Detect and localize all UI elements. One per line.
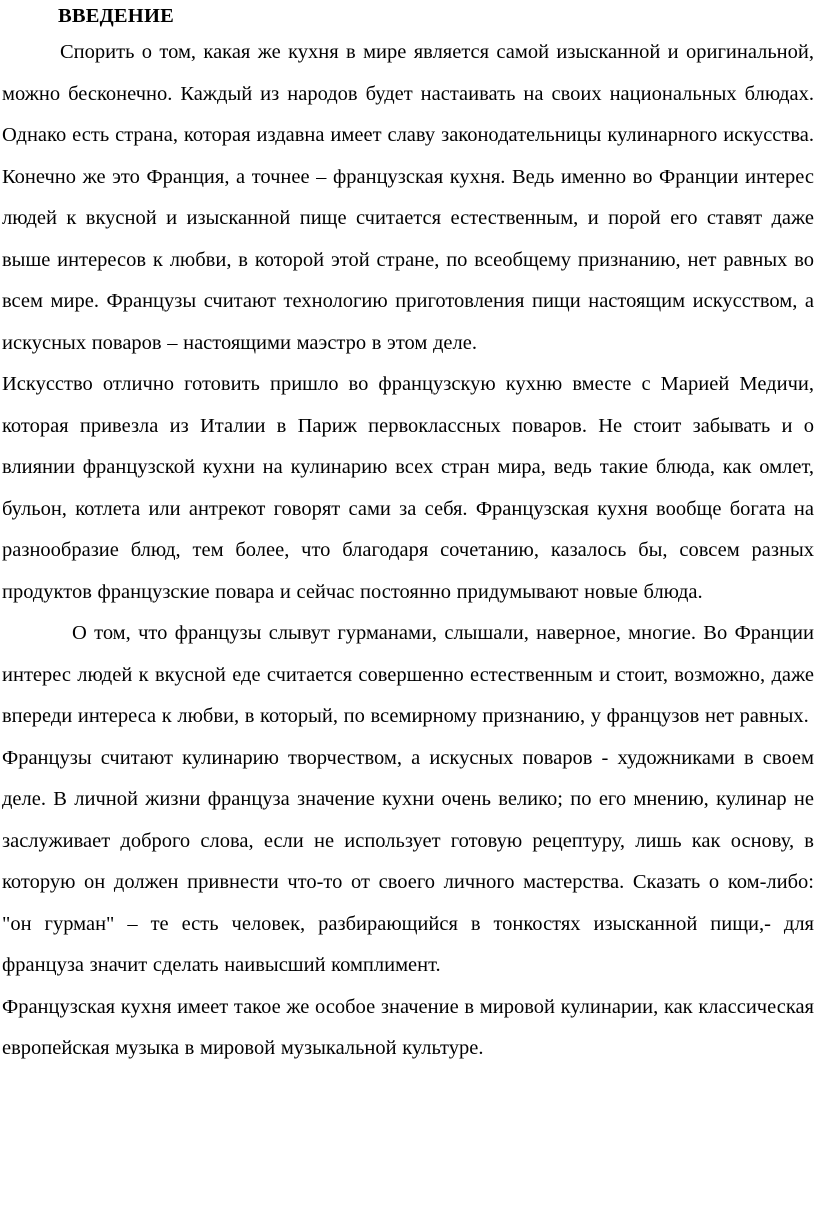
paragraph-medici: Искусство отлично готовить пришло во французскую кухню вместе с Марией Медичи, которая привезла из Италии в Париж первоклассных поваров. Не стоит забывать и о влиянии французской кухни на кулинарию всех стран мира, ведь такие блюда, как омлет, бульон, котлета или антрекот говорят сами за себя. Французская кухня вообще богата на разнообразие блюд, тем более, что благодаря сочетанию, казалось бы, совсем разных продуктов французские повара и сейчас постоянно придумывают новые блюда. [2, 373, 814, 603]
paragraph-intro: Спорить о том, какая же кухня в мире является самой изысканной и оригинальной, можно бесконечно. Каждый из народов будет настаивать на своих национальных блюдах. Однако есть страна, которая издавна имеет славу законодательницы кулинарного искусства. Конечно же это Франция, а точнее – французская кухня. Ведь именно во Франции интерес людей к вкусной и изысканной пище считается естественным, и порой его ставят даже выше интересов к любви, в которой этой стране, по всеобщему признанию, нет равных во всем мире. Французы считают технологию приготовления пищи настоящим искусством, а искусных поваров – настоящими маэстро в этом деле. [2, 41, 814, 354]
document-heading: ВВЕДЕНИЕ [58, 5, 174, 27]
paragraph-gourmets: О том, что французы слывут гурманами, слышали, наверное, многие. Во Франции интерес людей к вкусной еде считается совершенно естественным и стоит, возможно, даже впереди интереса к любви, в который, по всемирному признанию, у французов нет равных. [2, 622, 814, 727]
paragraph-music: Французская кухня имеет такое же особое значение в мировой кулинарии, как классическая европейская музыка в мировой музыкальной культуре. [2, 995, 814, 1059]
paragraph-creativity: Французы считают кулинарию творчеством, а искусных поваров - художниками в своем деле. В личной жизни француза значение кухни очень велико; по его мнению, кулинар не заслуживает доброго слова, если не использует готовую рецептуру, лишь как основу, в которую он должен привнести что-то от своего личного мастерства. Сказать о ком-либо: "он гурман" – те есть человек, разбирающийся в тонкостях изысканной пищи,- для француза значит сделать наивысший комплимент. [2, 746, 814, 976]
